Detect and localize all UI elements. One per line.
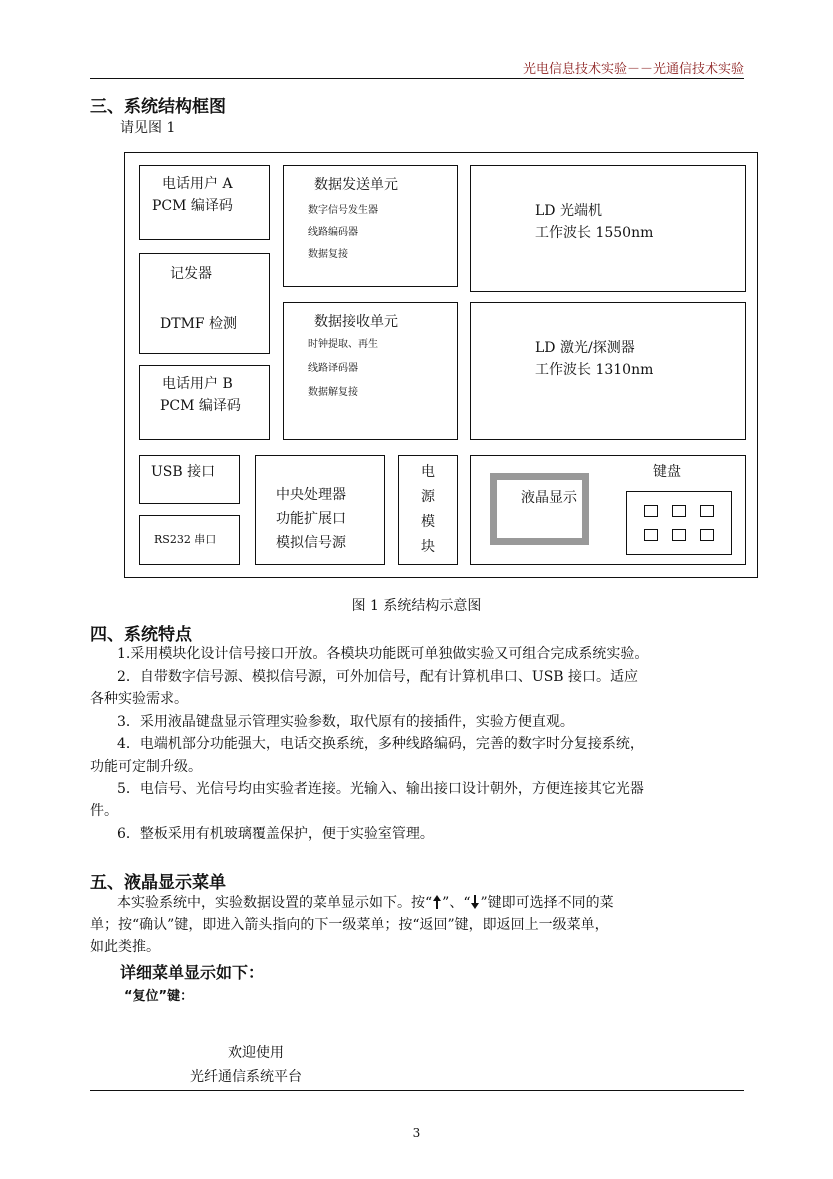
ld-detector-box bbox=[470, 302, 746, 440]
menu-display-line: 光纤通信系统平台 bbox=[190, 1069, 302, 1085]
section-5-paragraph-line: 单；按“确认”键，即进入箭头指向的下一级菜单；按“返回”键，即返回上一级菜单， bbox=[90, 917, 609, 933]
lcd-label: 液晶显示 bbox=[521, 490, 577, 506]
footer-rule bbox=[90, 1090, 744, 1091]
menu-display-line: 欢迎使用 bbox=[228, 1045, 284, 1061]
cpu-box bbox=[255, 455, 385, 565]
keyboard-label: 键盘 bbox=[653, 464, 681, 480]
usb-port-label: USB 接口 bbox=[151, 464, 216, 480]
up-arrow-icon bbox=[432, 895, 442, 909]
send-item: 数字信号发生器 bbox=[308, 205, 378, 216]
usb-port-box bbox=[139, 455, 240, 504]
section-5-paragraph-line bbox=[117, 893, 614, 913]
section-5-title: 五、液晶显示菜单 bbox=[90, 873, 226, 893]
cpu-label: 中央处理器 bbox=[276, 487, 346, 503]
feature-item: 2．自带数字信号源、模拟信号源，可外加信号，配有计算机串口、USB 接口。适应 bbox=[117, 669, 639, 685]
recv-item: 数据解复接 bbox=[308, 387, 358, 398]
menu-intro-text: 本实验系统中，实验数据设置的菜单显示如下。按“ bbox=[117, 895, 433, 911]
power-module-box bbox=[398, 455, 458, 565]
header-rule bbox=[90, 78, 744, 79]
key-button bbox=[700, 505, 714, 517]
detail-menu-title: 详细菜单显示如下： bbox=[120, 963, 265, 982]
page-number: 3 bbox=[412, 1126, 421, 1140]
phone-b-label: 电话用户 B bbox=[162, 376, 233, 392]
feature-item: 4．电端机部分功能强大，电话交换系统，多种线路编码，完善的数字时分复接系统， bbox=[117, 736, 644, 752]
system-diagram bbox=[124, 152, 758, 578]
data-receive-unit-box bbox=[283, 302, 458, 440]
send-item: 数据复接 bbox=[308, 249, 348, 260]
feature-item: 各种实验需求。 bbox=[90, 691, 188, 707]
menu-intro-text: ”键即可选择不同的菜 bbox=[480, 895, 614, 911]
ld-transmitter-box bbox=[470, 165, 746, 292]
down-arrow-icon bbox=[470, 895, 480, 909]
rs232-port-label: RS232 串口 bbox=[154, 533, 217, 546]
menu-intro-text: ”、“ bbox=[442, 895, 471, 911]
feature-item: 5．电信号、光信号均由实验者连接。光输入、输出接口设计朝外，方便连接其它光器 bbox=[117, 781, 644, 797]
feature-item: 1.采用模块化设计信号接口开放。各模块功能既可单独做实验又可组合完成系统实验。 bbox=[117, 646, 649, 662]
phone-a-label: 电话用户 A bbox=[162, 176, 233, 192]
power-char: 块 bbox=[421, 539, 435, 555]
dialer-box bbox=[139, 253, 270, 354]
analog-source-label: 模拟信号源 bbox=[276, 535, 346, 551]
power-char: 模 bbox=[421, 514, 435, 530]
running-header: 光电信息技术实验－－光通信技术实验 bbox=[522, 62, 744, 77]
data-receive-title: 数据接收单元 bbox=[314, 314, 398, 330]
phone-a-codec-label: PCM 编译码 bbox=[152, 198, 233, 214]
data-send-title: 数据发送单元 bbox=[314, 177, 398, 193]
key-button bbox=[672, 505, 686, 517]
rs232-port-box bbox=[139, 515, 240, 565]
feature-item: 6．整板采用有机玻璃覆盖保护，便于实验室管理。 bbox=[117, 826, 434, 842]
recv-item: 时钟提取、再生 bbox=[308, 339, 378, 350]
ld-detector-label: LD 激光/探测器 bbox=[535, 340, 635, 356]
reset-key-label: “复位”键： bbox=[124, 989, 194, 1004]
ld-transmitter-label: LD 光端机 bbox=[535, 203, 602, 219]
ld-transmitter-wavelength: 工作波长 1550nm bbox=[535, 225, 654, 241]
power-char: 电 bbox=[421, 464, 435, 480]
feature-item: 3．采用液晶键盘显示管理实验参数，取代原有的接插件，实验方便直观。 bbox=[117, 714, 574, 730]
ld-detector-wavelength: 工作波长 1310nm bbox=[535, 362, 654, 378]
dtmf-label: DTMF 检测 bbox=[160, 316, 238, 332]
phone-a-box bbox=[139, 165, 270, 240]
expansion-port-label: 功能扩展口 bbox=[276, 511, 346, 527]
keyboard-box bbox=[626, 491, 732, 555]
figure-caption: 图 1 系统结构示意图 bbox=[351, 598, 482, 614]
feature-item: 功能可定制升级。 bbox=[90, 759, 202, 775]
section-3-body: 请见图 1 bbox=[120, 120, 176, 136]
recv-item: 线路译码器 bbox=[308, 363, 358, 374]
feature-item: 件。 bbox=[90, 803, 118, 819]
phone-b-box bbox=[139, 365, 270, 440]
section-3-title: 三、系统结构框图 bbox=[90, 97, 226, 117]
dialer-label: 记发器 bbox=[170, 266, 212, 282]
key-button bbox=[672, 529, 686, 541]
key-button bbox=[700, 529, 714, 541]
key-button bbox=[644, 529, 658, 541]
section-4-title: 四、系统特点 bbox=[90, 625, 192, 645]
power-char: 源 bbox=[421, 489, 435, 505]
data-send-unit-box bbox=[283, 165, 458, 287]
phone-b-codec-label: PCM 编译码 bbox=[160, 398, 241, 414]
key-button bbox=[644, 505, 658, 517]
lcd-keyboard-panel bbox=[470, 455, 746, 565]
section-5-paragraph-line: 如此类推。 bbox=[90, 939, 160, 955]
lcd-display bbox=[490, 473, 589, 545]
send-item: 线路编码器 bbox=[308, 227, 358, 238]
